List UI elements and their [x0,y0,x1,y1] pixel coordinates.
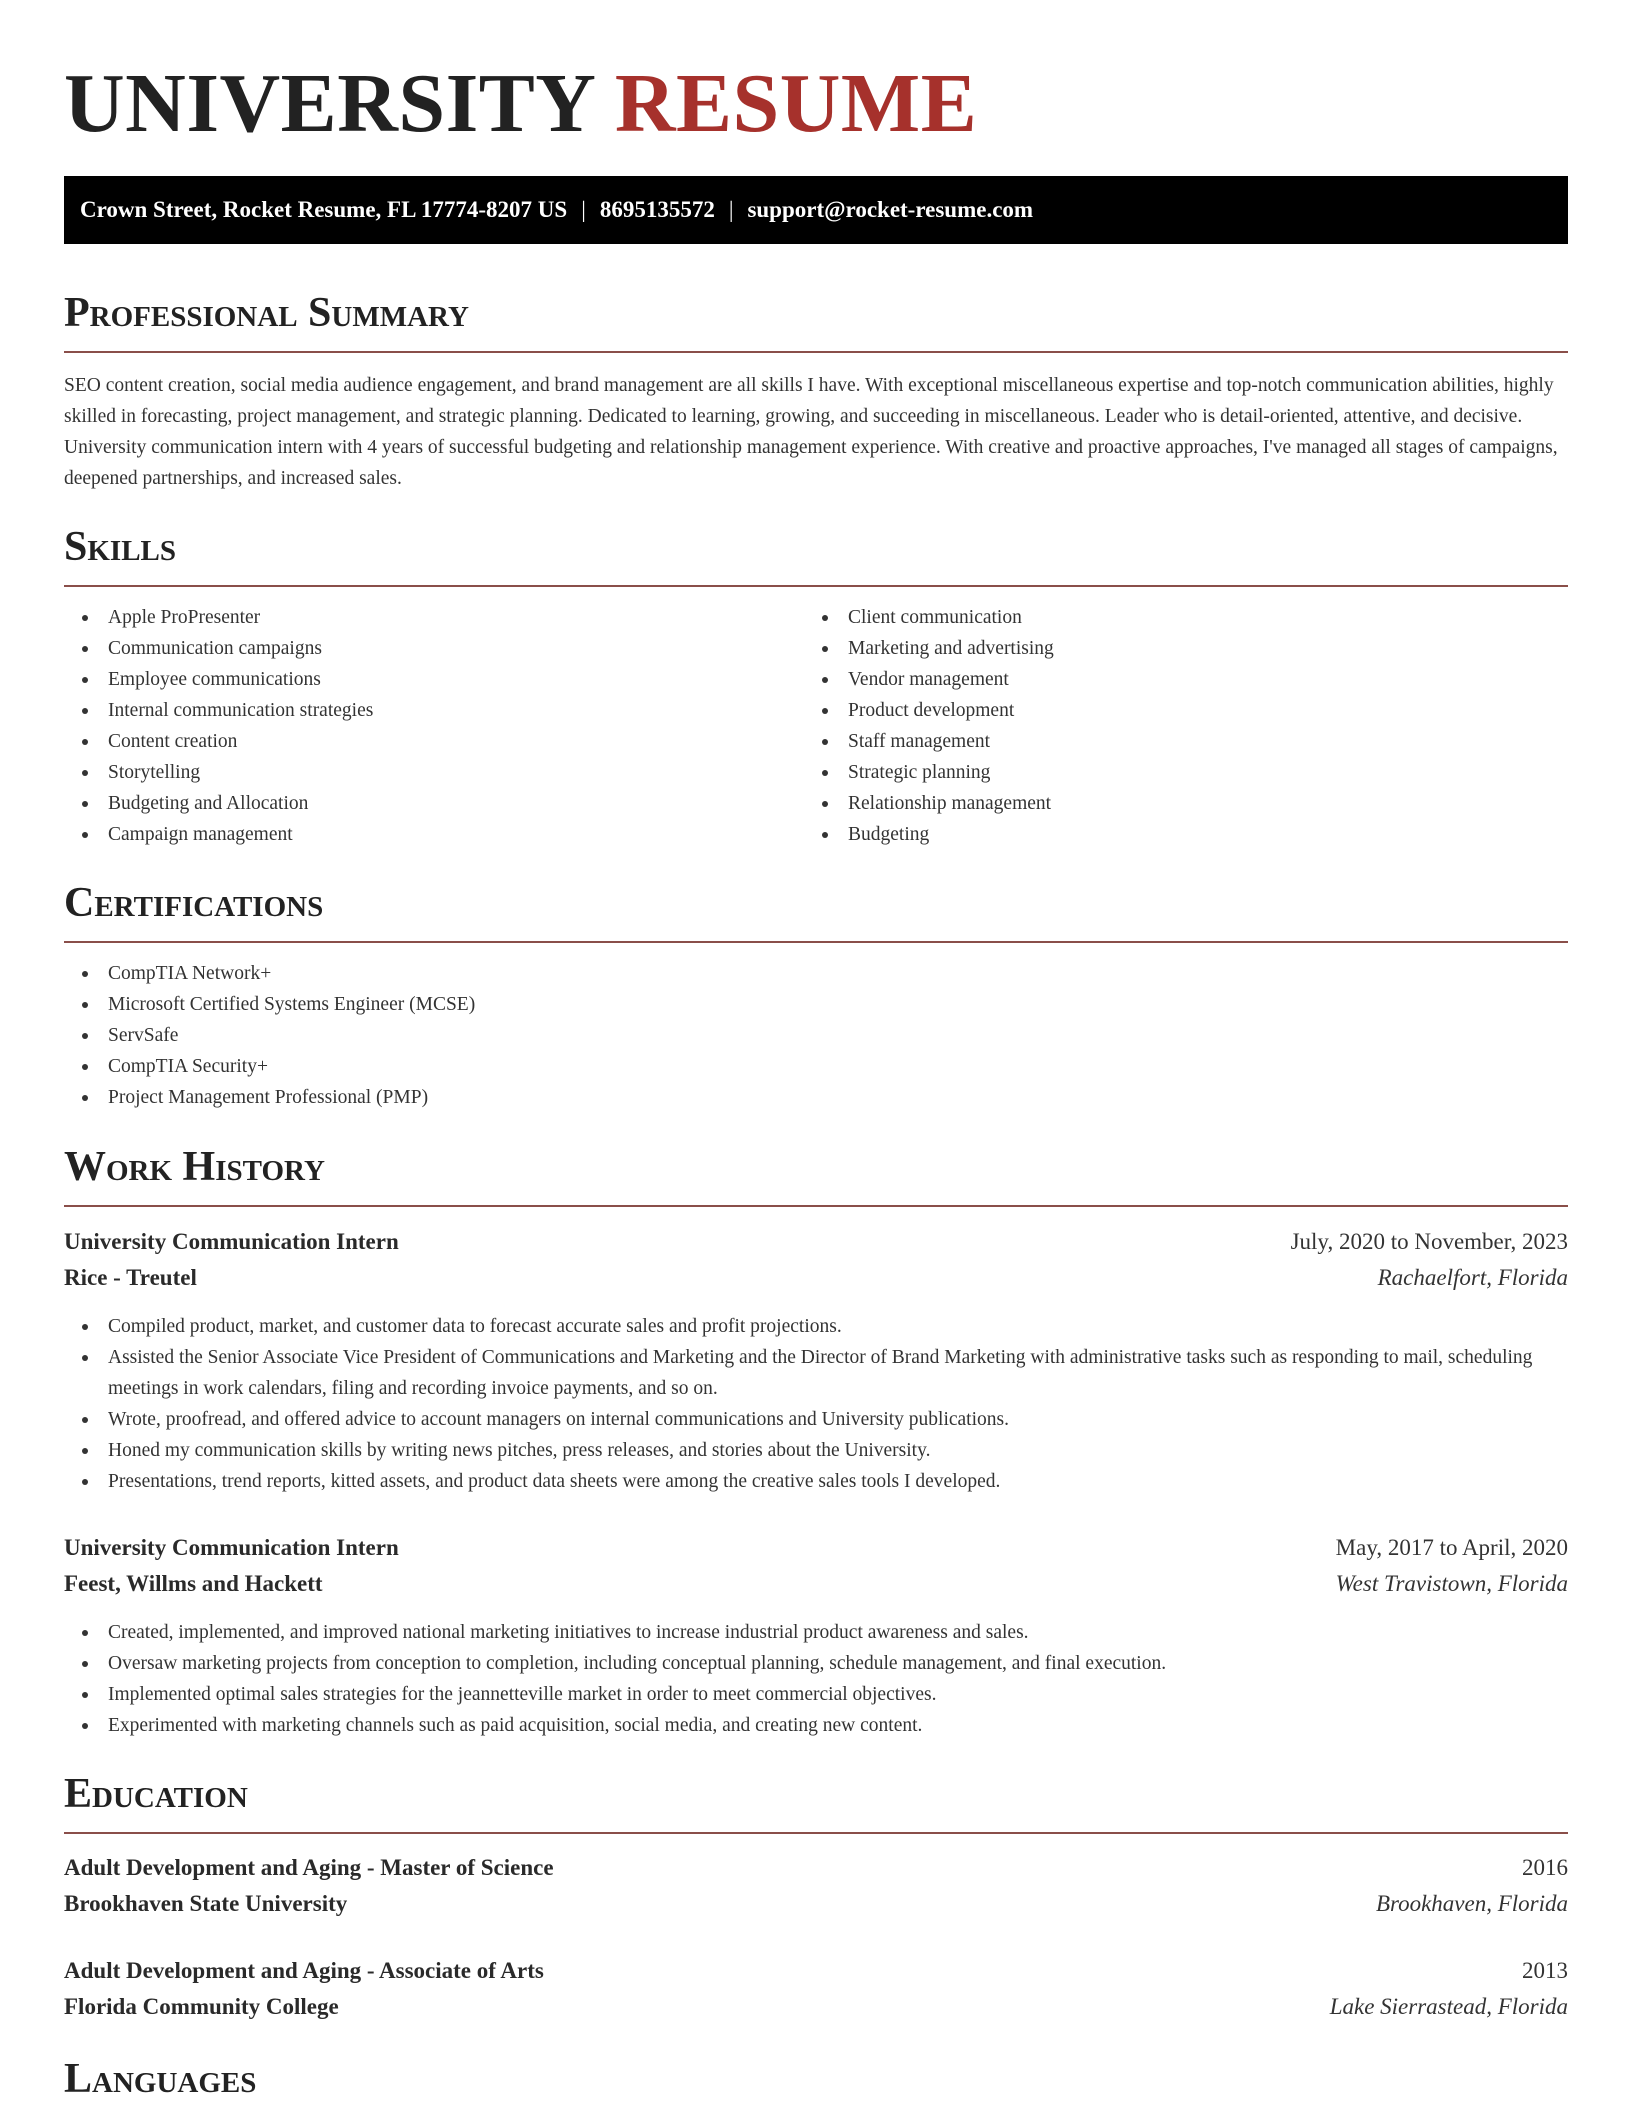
job-bullet: Experimented with marketing channels such as paid acquisition, social media, and creating new content. [64,1710,1568,1741]
certification-item: CompTIA Network+ [64,958,1568,989]
job-company: Rice - Treutel [64,1265,197,1290]
job-bullet: Presentations, trend reports, kitted assets, and product data sheets were among the creative sales tools I developed. [64,1466,1568,1497]
contact-email[interactable]: support@rocket-resume.com [747,197,1034,222]
education-degree: Adult Development and Aging - Master of Science [64,1855,554,1880]
certification-item: Microsoft Certified Systems Engineer (MCSE) [64,989,1568,1020]
certifications-list [64,958,1568,1113]
job-bullet: Assisted the Senior Associate Vice President of Communications and Marketing and the Director of Brand Marketing with administrative tasks such as responding to mail, scheduling meetings in work calendars, filing and recording invoice payments, and so on. [64,1342,1568,1404]
contact-phone[interactable]: 8695135572 [599,197,715,222]
skill-item: Marketing and advertising [804,633,1568,664]
skill-item: Campaign management [64,819,804,850]
skill-item: Content creation [64,726,804,757]
contact-separator: | [581,197,586,222]
job-title: University Communication Intern [64,1535,399,1560]
education-subheader [64,1989,1568,2025]
job-bullet: Compiled product, market, and customer data to forecast accurate sales and profit projections. [64,1311,1568,1342]
job-title: University Communication Intern [64,1229,399,1254]
education-school: Brookhaven State University [64,1891,348,1916]
certification-item: ServSafe [64,1020,1568,1051]
education-subheader [64,1886,1568,1922]
summary-heading: Professional Summary [64,290,469,336]
skill-item: Vendor management [804,664,1568,695]
education-degree: Adult Development and Aging - Associate of Arts [64,1958,544,1983]
job-bullet: Created, implemented, and improved national marketing initiatives to increase industrial product awareness and sales. [64,1617,1568,1648]
education-school: Florida Community College [64,1994,339,2019]
contact-separator: | [728,197,734,222]
job-bullet: Oversaw marketing projects from conception to completion, including conceptual planning, schedule management, and final execution. [64,1648,1568,1679]
job-header [64,1530,1568,1566]
job-bullet: Implemented optimal sales strategies for the jeannetteville market in order to meet commercial objectives. [64,1679,1568,1710]
job-location: West Travistown, Florida [1335,1571,1568,1596]
certification-item: CompTIA Security+ [64,1051,1568,1082]
education-year: 2013 [1522,1958,1568,1983]
section-divider [64,941,1568,943]
skill-item: Storytelling [64,757,804,788]
job-subheader [64,1566,1568,1602]
summary-text: SEO content creation, social media audience engagement, and brand management are all skills I have. With exceptional miscellaneous expertise and top-notch communication abilities, highly skilled in forecasting, project management, and strategic planning. Dedicated to learning, growing, and succeeding in miscellaneous. Leader who is detail-oriented, attentive, and decisive. University communication intern with 4 years of successful budgeting and relationship management experience. With creative and proactive approaches, I've managed all stages of campaigns, deepened partnerships, and increased sales. [64,375,1558,489]
skill-item: Client communication [804,602,1568,633]
title-main: UNIVERSITY [64,57,594,150]
job-bullets [64,1311,1568,1497]
job-bullets [64,1617,1568,1741]
education-year: 2016 [1522,1855,1568,1880]
job-dates: July, 2020 to November, 2023 [1290,1229,1568,1254]
skills-list-left [64,602,804,850]
resume-title [64,58,977,150]
skill-item: Internal communication strategies [64,695,804,726]
skill-item: Apple ProPresenter [64,602,804,633]
skills-list-right [804,602,1568,850]
contact-address: Crown Street, Rocket Resume, FL 17774-8207 US [80,197,568,222]
section-divider [64,351,1568,353]
job-header [64,1224,1568,1260]
section-divider [64,585,1568,587]
section-divider [64,1205,1568,1207]
contact-bar [64,176,1568,244]
section-divider [64,1832,1568,1834]
education-location: Brookhaven, Florida [1375,1891,1568,1916]
skill-item: Budgeting and Allocation [64,788,804,819]
skills-heading: Skills [64,524,177,570]
certification-item: Project Management Professional (PMP) [64,1082,1568,1113]
work-history-heading: Work History [64,1144,325,1190]
education-header [64,1850,1568,1886]
certifications-heading: Certifications [64,880,324,926]
skill-item: Employee communications [64,664,804,695]
education-header [64,1953,1568,1989]
skill-item: Relationship management [804,788,1568,819]
job-bullet: Honed my communication skills by writing news pitches, press releases, and stories about the University. [64,1435,1568,1466]
skill-item: Budgeting [804,819,1568,850]
title-accent: RESUME [614,57,978,150]
job-dates: May, 2017 to April, 2020 [1335,1535,1568,1560]
job-company: Feest, Willms and Hackett [64,1571,323,1596]
languages-heading: Languages [64,2056,257,2102]
skill-item: Communication campaigns [64,633,804,664]
skill-item: Staff management [804,726,1568,757]
skill-item: Strategic planning [804,757,1568,788]
education-heading: Education [64,1771,248,1817]
education-location: Lake Sierrastead, Florida [1329,1994,1568,2019]
job-subheader [64,1260,1568,1296]
job-location: Rachaelfort, Florida [1377,1265,1568,1290]
skill-item: Product development [804,695,1568,726]
job-bullet: Wrote, proofread, and offered advice to account managers on internal communications and University publications. [64,1404,1568,1435]
